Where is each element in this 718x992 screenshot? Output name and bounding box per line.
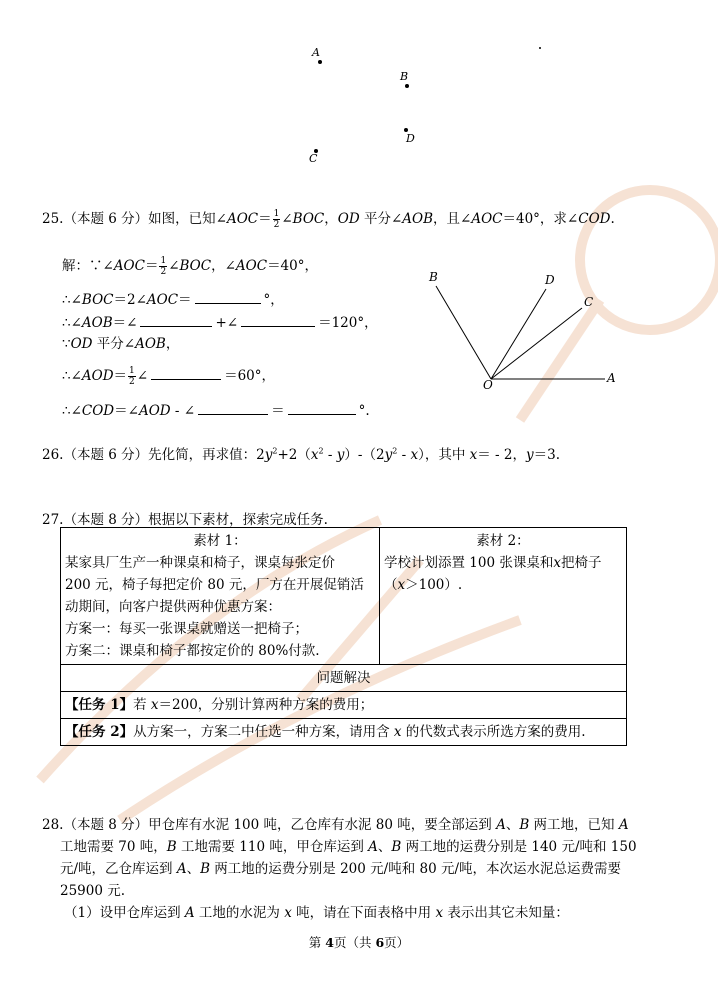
ray-od [491,289,546,379]
q28-line-4: 25900 元. [60,883,126,899]
q26: 26.（本题 6 分）先化简，再求值：$2y^2+2(x^2 - y)-(2y^2 - x)$，其中 x＝ - 2，y＝3. [42,446,561,463]
ray-ob [436,286,491,379]
q25-solution-line-1: 解：∵∠AOC＝ $\frac{1}{2}$ ∠BOC，∠AOC＝40°， [62,256,318,277]
point-label-b: B [400,70,409,83]
fig-label-c: C [584,295,594,309]
ray-oc [491,308,582,379]
q28-line-3: 元/吨，乙仓库运到 A、B 两工地的运费分别是 200 元/吨和 80 元/吨，本次运水泥总运费需要 [60,861,622,877]
q25-solution-line-2: ∴∠BOC＝2∠AOC＝ °， [62,292,284,308]
material-2-cell: 素材 2： 学校计划添置 100 张课桌和x把椅子 （x＞100）. [380,528,627,665]
q25-solution-line-4: ∵OD 平分∠AOB， [62,336,180,352]
point-label-d: D [406,132,415,145]
task-2-row: 【任务 2】从方案一，方案二中任选一种方案，请用含 x 的代数式表示所选方案的费用. [61,719,627,746]
q28-line-2: 工地需要 70 吨，B 工地需要 110 吨，甲仓库运到 A、B 两工地的运费分别是 140 元/吨和 150 [60,839,637,855]
q27-stem: 27.（本题 8 分）根据以下素材，探索完成任务. [42,512,328,528]
q26-number: 26. [42,447,64,463]
page-footer: 第 4页（共 6页） [308,935,410,950]
task-1-row: 【任务 1】若 x＝200，分别计算两种方案的费用； [61,692,627,719]
fig-label-a: A [607,371,616,385]
fraction-half: $\frac{1}{2}$ [273,209,280,230]
point-label-c: C [309,152,318,165]
q27-number: 27. [42,512,64,528]
material-1-cell: 素材 1： 某家具厂生产一种课桌和椅子，课桌每张定价 200 元，椅子每把定价 80 元，厂方在开展促销活 动期间，向客户提供两种优惠方案： 方案一：每买一张课桌就赠送一把椅子； 方案二：课桌和椅子都按定价的 80%付款. [61,528,380,665]
total-pages: 6 [375,935,385,950]
q25-solution-line-6: ∴∠COD＝∠AOD - ∠ ＝ °. [62,403,370,419]
q28-line-1: 28.（本题 8 分）甲仓库有水泥 100 吨，乙仓库有水泥 80 吨，要全部运到 A、B 两工地，已知 A [42,817,629,833]
fig-label-d: D [545,273,555,287]
fig-label-o: O [483,378,493,392]
q25-number: 25. [42,211,64,227]
q28 [42,814,637,924]
material-table [60,527,627,746]
point-label-a: A [312,46,320,59]
q25-stem: 25.（本题 6 分）如图，已知∠AOC＝ $\frac{1}{2}$ ∠BOC，OD 平分∠AOB，且∠AOC＝40°，求∠COD. [42,209,615,230]
q25-solution-line-5: ∴∠AOD＝ $\frac{1}{2}$ ∠ ＝60°， [62,366,276,387]
q25-solution-line-3: ∴∠AOB＝∠ +∠ ＝120°， [62,315,378,331]
q25-score: （本题 6 分） [63,211,149,227]
page-number: 4 [325,935,334,950]
solve-header: 问题解决 [61,665,627,692]
q28-sub-1: （1）设甲仓库运到 A 工地的水泥为 x 吨，请在下面表格中用 x 表示出其它未知量： [64,905,569,921]
fig-label-b: B [429,270,438,284]
